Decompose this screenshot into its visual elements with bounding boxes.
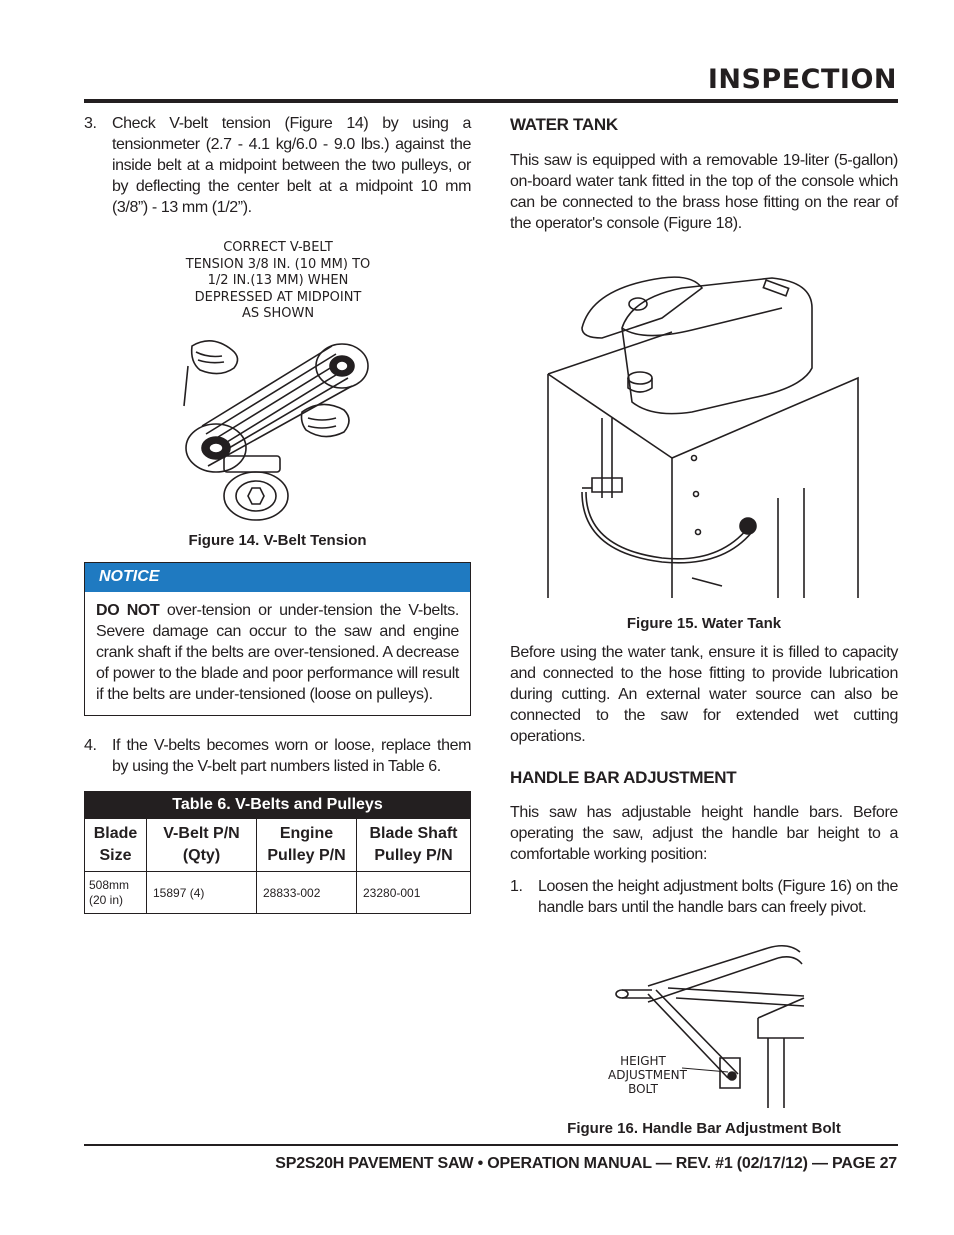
notice-box	[84, 562, 471, 716]
step-text: If the V-belts becomes worn or loose, replace them by using the V-belt part numbers listed in Table 6.	[112, 737, 471, 775]
callout-line: ADJUSTMENT	[608, 1068, 687, 1082]
figure-15	[510, 244, 898, 634]
cell-line: 508mm	[89, 877, 130, 892]
step-4	[84, 735, 471, 777]
handle-bar-heading: HANDLE BAR ADJUSTMENT	[510, 768, 737, 787]
table-header-row	[85, 819, 471, 872]
table-title: Table 6. V-Belts and Pulleys	[85, 792, 471, 819]
header-rule	[84, 99, 898, 103]
callout-line: TENSION 3/8 IN. (10 MM) TO	[185, 256, 371, 272]
footer-rule	[84, 1144, 898, 1146]
column-header	[85, 819, 147, 872]
table-row	[85, 872, 471, 914]
header-line: (Qty)	[182, 847, 221, 864]
table-cell: 23280-001	[357, 872, 471, 914]
step-number: 3.	[84, 115, 97, 132]
water-tank-para-2: Before using the water tank, ensure it is filled to capacity and connected to the hose fitting to provide lubrication during cutting. An external water source can also be connected to the saw for extended wet cutting operations.	[510, 644, 898, 745]
column-header	[147, 819, 257, 872]
header-line: Pulley P/N	[374, 847, 453, 864]
column-header	[257, 819, 357, 872]
table-6	[84, 791, 471, 914]
header-line: Engine	[279, 825, 334, 842]
step-text: Check V-belt tension (Figure 14) by using a tensionmeter (2.7 - 4.1 kg/6.0 - 9.0 lbs.) against the inside belt at a midpoint between the two pulleys, or by deflecting the center belt at a midpoint 10 mm (3/8”) - 13 mm (1/2”).	[112, 115, 471, 216]
page-footer: SP2S20H PAVEMENT SAW • OPERATION MANUAL — REV. #1 (02/17/12) — PAGE 27	[275, 1155, 897, 1172]
notice-bold-lead: DO NOT	[96, 602, 160, 619]
v-belt-illustration	[182, 326, 382, 526]
water-tank-para-1: This saw is equipped with a removable 19-liter (5-gallon) on-board water tank fitted in the top of the console which can be connected to the brass hose fitting on the rear of the operator's console (Figure 18).	[510, 152, 898, 232]
figure-16-caption: Figure 16. Handle Bar Adjustment Bolt	[567, 1120, 841, 1137]
cell-line: (20 in)	[89, 892, 124, 907]
handle-bar-para-1: This saw has adjustable height handle bars. Before operating the saw, adjust the handle bar height to a comfortable working position:	[510, 804, 898, 863]
figure-16-callout	[608, 1054, 687, 1096]
header-line: Size	[99, 847, 132, 864]
figure-16	[510, 924, 898, 1137]
step-3	[84, 113, 471, 218]
header-line: Blade Shaft	[369, 825, 458, 842]
header-line: Pulley P/N	[267, 847, 346, 864]
column-header	[357, 819, 471, 872]
step-number: 1.	[510, 878, 523, 895]
callout-line: CORRECT V-BELT	[223, 240, 333, 255]
header-line: Blade	[93, 825, 138, 842]
figure-14	[84, 240, 471, 552]
step-number: 4.	[84, 737, 97, 754]
callout-line: 1/2 IN.(13 MM) WHEN	[207, 273, 349, 288]
figure-14-callout	[164, 240, 392, 323]
right-column	[510, 113, 898, 1137]
water-tank-illustration	[542, 268, 872, 608]
left-column	[84, 113, 471, 914]
notice-text: over-tension or under-tension the V-belts. Severe damage can occur to the saw and engine crank shaft if the belts are over-tensioned. A decrease of power to the blade and poor performance will result if the belts are under-tensioned (loose on pulleys).	[96, 602, 459, 703]
step-text: Loosen the height adjustment bolts (Figure 16) on the handle bars until the handle bars can freely pivot.	[538, 878, 898, 916]
handle-bar-step-1	[510, 876, 898, 918]
table-cell: 28833-002	[257, 872, 357, 914]
header-line: V-Belt P/N	[163, 825, 240, 842]
page-title: INSPECTION	[707, 64, 897, 95]
water-tank-heading: WATER TANK	[510, 115, 618, 134]
notice-body	[85, 592, 470, 715]
table-cell: 15897 (4)	[147, 872, 257, 914]
callout-line: AS SHOWN	[241, 306, 315, 321]
callout-line: BOLT	[628, 1082, 658, 1096]
callout-line: DEPRESSED AT MIDPOINT	[194, 289, 362, 305]
figure-15-caption: Figure 15. Water Tank	[626, 615, 782, 632]
figure-14-caption: Figure 14. V-Belt Tension	[188, 532, 367, 549]
notice-label: NOTICE	[85, 563, 470, 592]
callout-leader-line	[682, 1066, 732, 1076]
callout-line: HEIGHT	[620, 1054, 666, 1068]
table-cell	[85, 872, 147, 914]
